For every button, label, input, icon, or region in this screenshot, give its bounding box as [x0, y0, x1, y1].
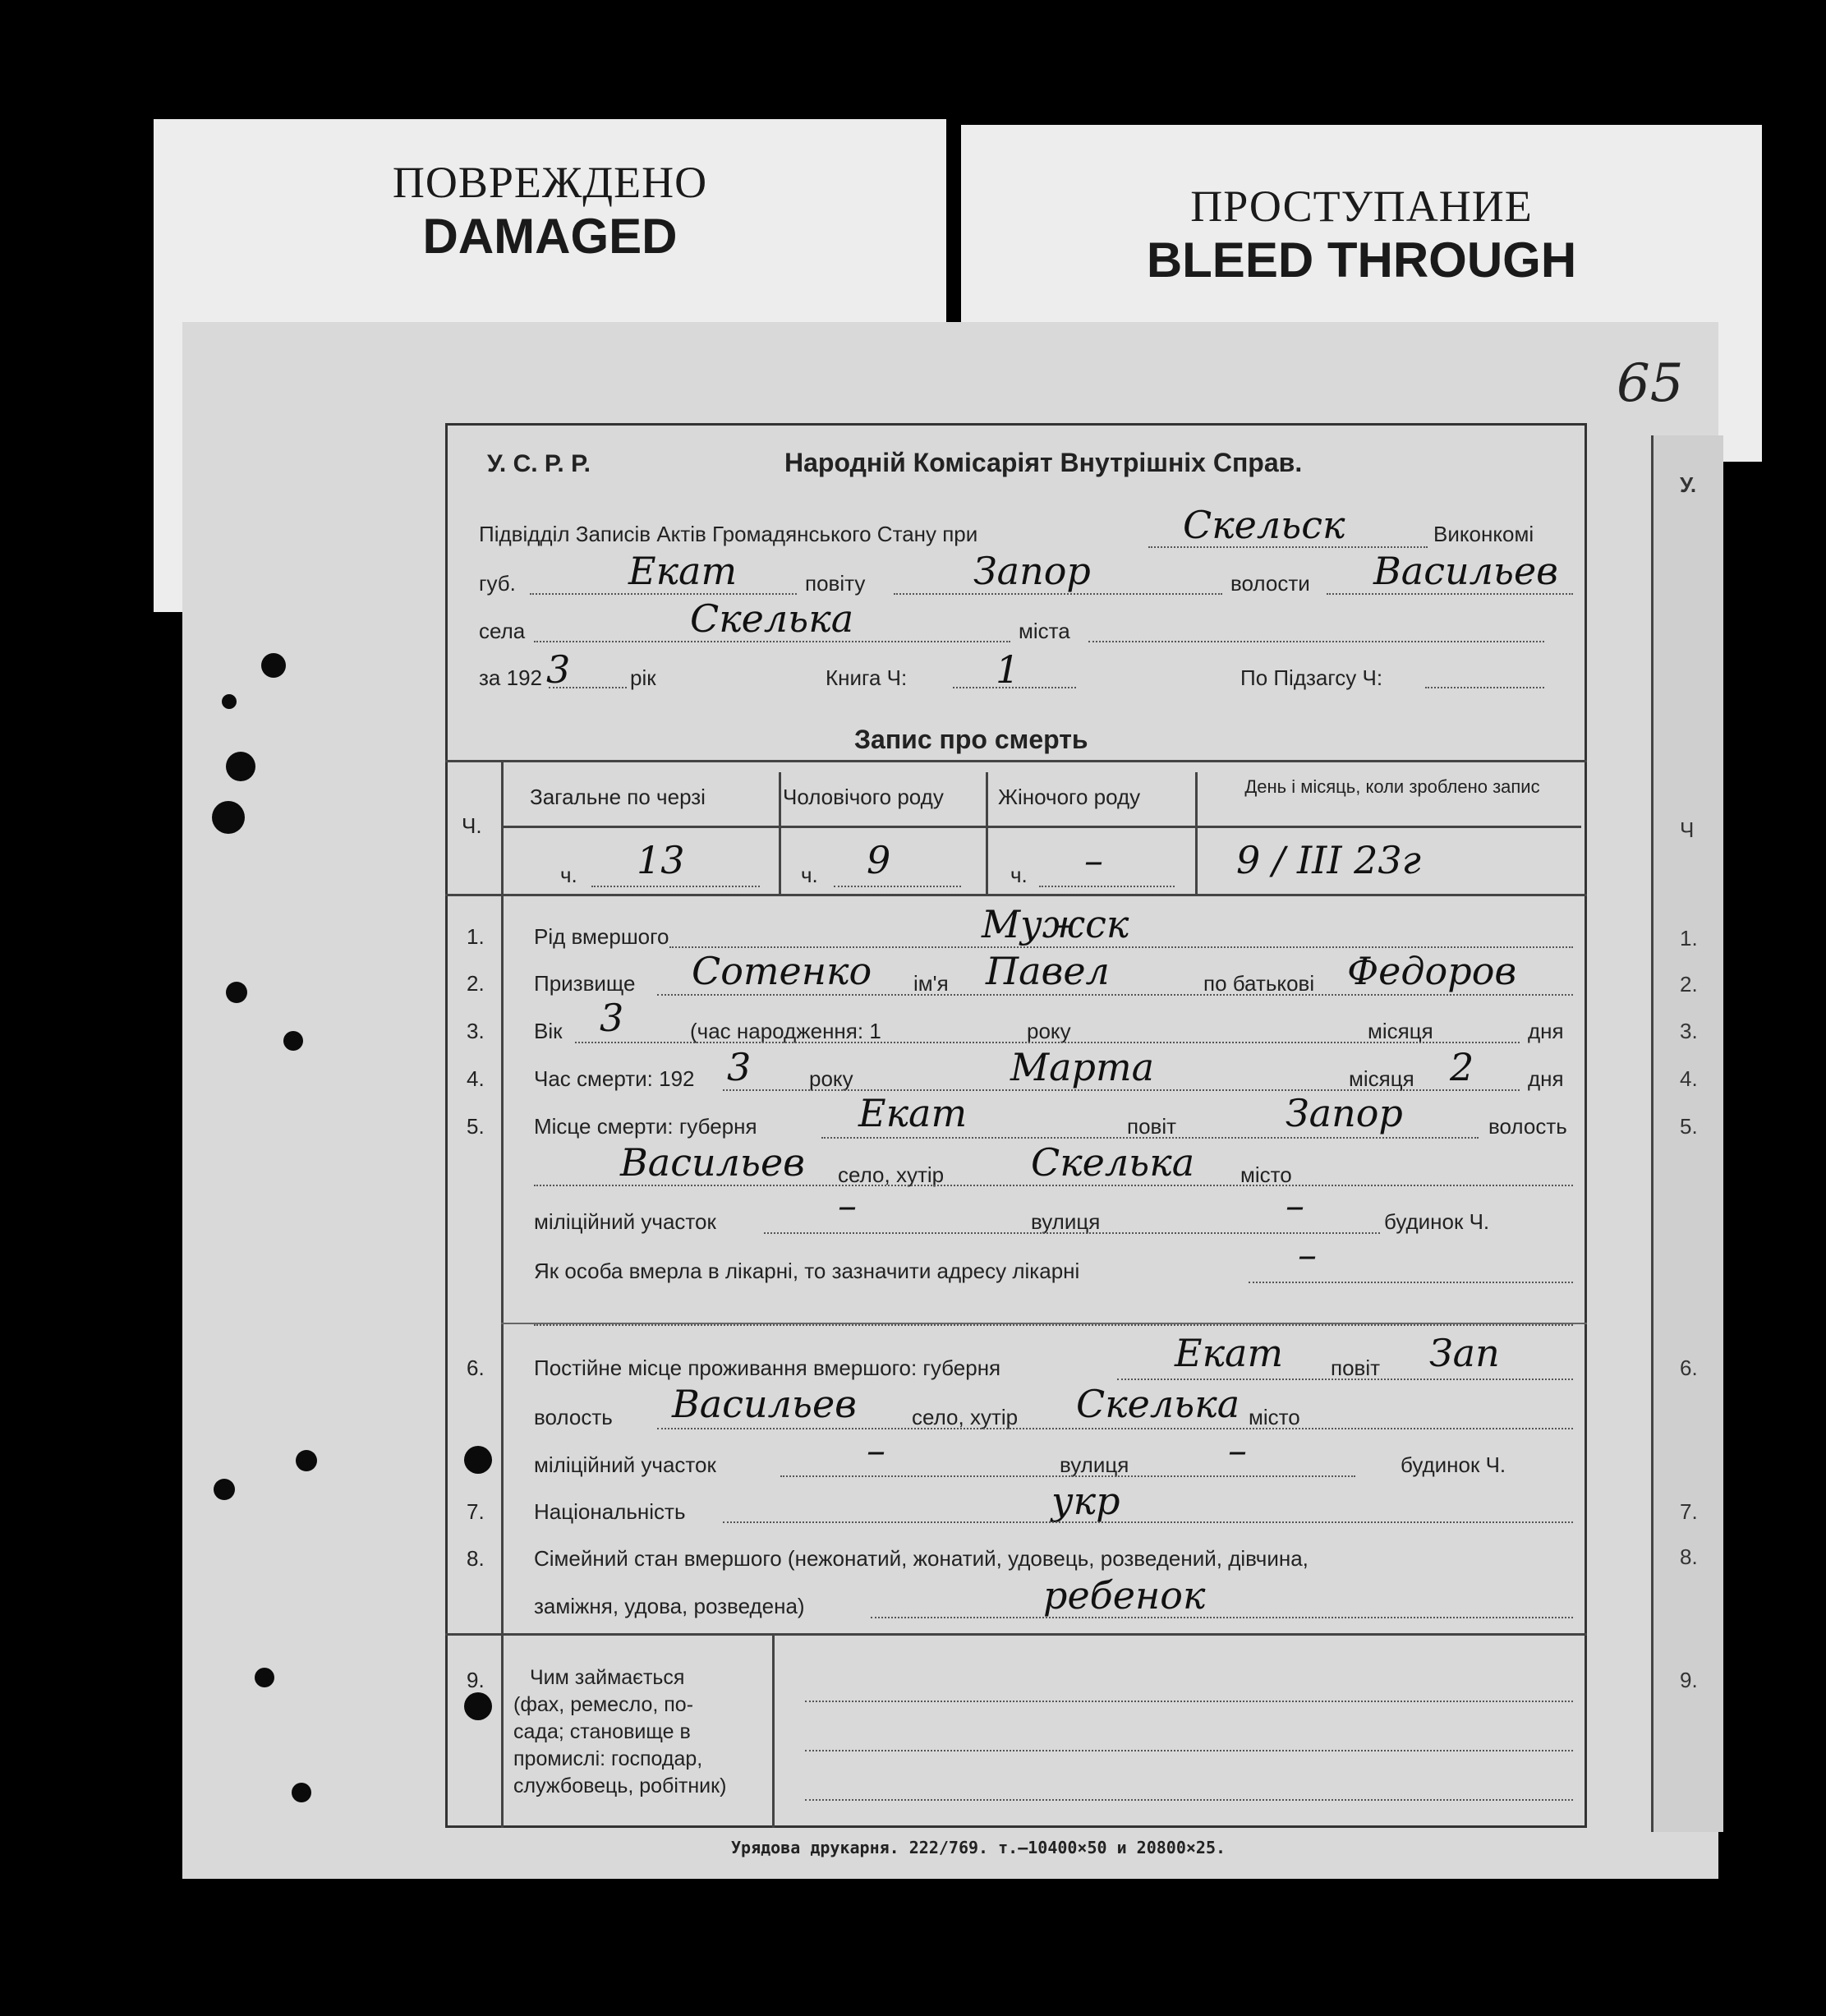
occupation-label-3: сада; становище в: [513, 1720, 691, 1743]
hospital-value: –: [1298, 1232, 1317, 1277]
damaged-tag-en: DAMAGED: [422, 209, 678, 264]
residence-gub-value: Екат: [1175, 1331, 1284, 1375]
residence-street-value: –: [1228, 1428, 1247, 1472]
occupation-label-1: Чим займається: [530, 1666, 685, 1689]
binding-hole: [296, 1450, 317, 1471]
volost-label: волости: [1230, 571, 1310, 596]
age-value: 3: [600, 996, 624, 1040]
residence-militia-label: міліційний участок: [534, 1452, 716, 1477]
bleed-through-tag-ru: ПРОСТУПАНИЕ: [1190, 182, 1533, 231]
binding-hole: [226, 752, 255, 781]
death-place-militia-value: –: [838, 1183, 857, 1227]
death-place-volost-label: волость: [1488, 1114, 1567, 1139]
residence-selo-value: Скелька: [1076, 1382, 1240, 1426]
death-year-value: 3: [727, 1045, 752, 1089]
death-place-selo-value: Скелька: [1031, 1140, 1195, 1185]
death-place-house-label: будинок Ч.: [1384, 1209, 1490, 1234]
row-num-7: 7.: [467, 1499, 485, 1524]
row1-label: Рід вмершого: [534, 924, 669, 949]
povit-label: повіту: [805, 571, 866, 596]
death-month-label: місяця: [1349, 1066, 1414, 1091]
col-female: Жіночого роду: [998, 785, 1141, 809]
year-prefix: за 192: [479, 665, 542, 690]
book-value: 1: [996, 647, 1020, 692]
binding-hole: [222, 694, 237, 709]
residence-house-label: будинок Ч.: [1401, 1452, 1506, 1477]
binding-hole: [283, 1031, 303, 1051]
row-num-6: 6.: [467, 1356, 485, 1380]
selo-value: Скелька: [690, 596, 854, 641]
death-place-povit-value: Запор: [1286, 1091, 1403, 1135]
occupation-label-5: службовець, робітник): [513, 1774, 727, 1797]
subdivision-label: Підвідділ Записів Актів Громадянського Стану при: [479, 522, 978, 546]
col-male: Чоловічого роду: [783, 785, 944, 809]
death-place-street-value: –: [1286, 1183, 1304, 1227]
death-place-misto-label: місто: [1240, 1162, 1292, 1187]
death-place-selo-label: село, хутір: [838, 1162, 945, 1187]
name-label: ім'я: [913, 971, 949, 996]
general-prefix: ч.: [560, 863, 577, 887]
residence-misto-label: місто: [1249, 1405, 1300, 1429]
birth-month-label: місяця: [1368, 1019, 1433, 1043]
death-place-militia-label: міліційний участок: [534, 1209, 716, 1234]
row-num-1: 1.: [467, 924, 485, 949]
binding-hole: [214, 1479, 235, 1500]
year-suffix: рік: [630, 665, 656, 690]
birth-year-label: року: [1027, 1019, 1071, 1043]
death-place-povit-label: повіт: [1127, 1114, 1177, 1139]
row-num-9: 9.: [467, 1668, 485, 1692]
edge-ch: Ч: [1680, 817, 1695, 842]
occupation-label-2: (фах, ремесло, по-: [513, 1693, 694, 1716]
edge-n6: 6.: [1680, 1356, 1698, 1380]
family-status-value: ребенок: [1043, 1573, 1206, 1618]
occupation-label-4: промислі: господар,: [513, 1747, 703, 1770]
book-label: Книга Ч:: [826, 665, 908, 690]
record-date-value: 9 / III 23г: [1236, 838, 1421, 882]
birth-label: (час народження: 1: [690, 1019, 881, 1043]
hospital-label: Як особа вмерла в лікарні, то зазначити адресу лікарні: [534, 1259, 1080, 1283]
edge-n8: 8.: [1680, 1544, 1698, 1569]
row-num-5: 5.: [467, 1114, 485, 1139]
residence-selo-label: село, хутір: [912, 1405, 1019, 1429]
birth-day-label: дня: [1528, 1019, 1564, 1043]
residence-povit-label: повіт: [1331, 1356, 1381, 1380]
row-num-2: 2.: [467, 971, 485, 996]
edge-n5: 5.: [1680, 1114, 1698, 1139]
row-num-3: 3.: [467, 1019, 485, 1043]
table-ch-label: Ч.: [462, 813, 482, 838]
commissariat-title: Народній Комісаріят Внутрішніх Справ.: [784, 448, 1303, 477]
residence-street-label: вулиця: [1060, 1452, 1129, 1477]
death-day-label: дня: [1528, 1066, 1564, 1091]
row-num-8: 8.: [467, 1546, 485, 1571]
selo-label: села: [479, 619, 526, 643]
printer-footer: Урядова друкарня. 222/769. т.—10400×50 и 20800×25.: [731, 1838, 1226, 1857]
binding-hole: [226, 982, 247, 1003]
death-place-gub-value: Екат: [858, 1091, 968, 1135]
surname-label: Призвище: [534, 971, 636, 996]
death-place-volost-value: Васильев: [620, 1140, 805, 1185]
residence-gub-label: Постійне місце проживання вмершого: губерня: [534, 1356, 1001, 1380]
death-place-gub-label: Місце смерти: губерня: [534, 1114, 757, 1139]
gub-label: губ.: [479, 571, 516, 596]
republic-label: У. С. Р. Р.: [487, 450, 591, 477]
residence-volost-label: волость: [534, 1405, 613, 1429]
row-num-4: 4.: [467, 1066, 485, 1091]
residence-militia-value: –: [867, 1428, 885, 1472]
bleed-through-tag-en: BLEED THROUGH: [1146, 232, 1577, 288]
edge-n9: 9.: [1680, 1668, 1698, 1692]
povit-value: Запор: [973, 549, 1091, 593]
binding-hole: [292, 1783, 311, 1802]
male-number: 9: [867, 838, 891, 882]
nationality-value: укр: [1051, 1479, 1120, 1523]
family-status-label-2: заміжня, удова, розведена): [534, 1594, 805, 1618]
patronymic-label: по батькові: [1203, 971, 1315, 996]
edge-n3: 3.: [1680, 1019, 1698, 1043]
binding-hole: [255, 1668, 274, 1687]
binding-hole: [261, 653, 286, 678]
col-general: Загальне по черзі: [530, 785, 706, 809]
binding-hole: [212, 801, 245, 834]
death-place-street-label: вулиця: [1031, 1209, 1101, 1234]
patronymic-value: Федоров: [1347, 949, 1517, 993]
general-number: 13: [637, 838, 685, 882]
record-title: Запис про смерть: [854, 725, 1088, 754]
female-prefix: ч.: [1010, 863, 1028, 887]
death-month-value: Марта: [1010, 1045, 1155, 1089]
death-year-label: року: [809, 1066, 853, 1091]
edge-n1: 1.: [1680, 926, 1698, 950]
name-value: Павел: [986, 949, 1110, 993]
death-time-label: Час смерти: 192: [534, 1066, 695, 1091]
residence-volost-value: Васильев: [672, 1382, 857, 1426]
damaged-tag-ru: ПОВРЕЖДЕНО: [392, 158, 708, 207]
female-number: –: [1084, 838, 1103, 882]
executive-committee-suffix: Виконкомі: [1433, 522, 1534, 546]
volost-value: Васильев: [1373, 549, 1558, 593]
gub-value: Екат: [628, 549, 738, 593]
executive-committee-value: Скельск: [1183, 503, 1345, 547]
page-number: 65: [1617, 353, 1684, 414]
surname-value: Сотенко: [692, 949, 872, 993]
row1-value: Мужск: [982, 902, 1129, 946]
pidzags-label: По Підзагсу Ч:: [1240, 665, 1383, 690]
age-label: Вік: [534, 1019, 563, 1043]
edge-n7: 7.: [1680, 1499, 1698, 1524]
residence-povit-value: Зап: [1429, 1331, 1500, 1375]
edge-n2: 2.: [1680, 972, 1698, 996]
death-day-value: 2: [1450, 1045, 1474, 1089]
year-value: 3: [546, 647, 571, 692]
edge-n4: 4.: [1680, 1066, 1698, 1091]
col-record-date: День і місяць, коли зроблено запис: [1244, 776, 1540, 797]
misto-label: міста: [1019, 619, 1070, 643]
male-prefix: ч.: [801, 863, 818, 887]
nationality-label: Національність: [534, 1499, 686, 1524]
edge-letter: У.: [1680, 472, 1697, 497]
family-status-label: Сімейний стан вмершого (нежонатий, жонатий, удовець, розведений, дівчина,: [534, 1546, 1309, 1571]
